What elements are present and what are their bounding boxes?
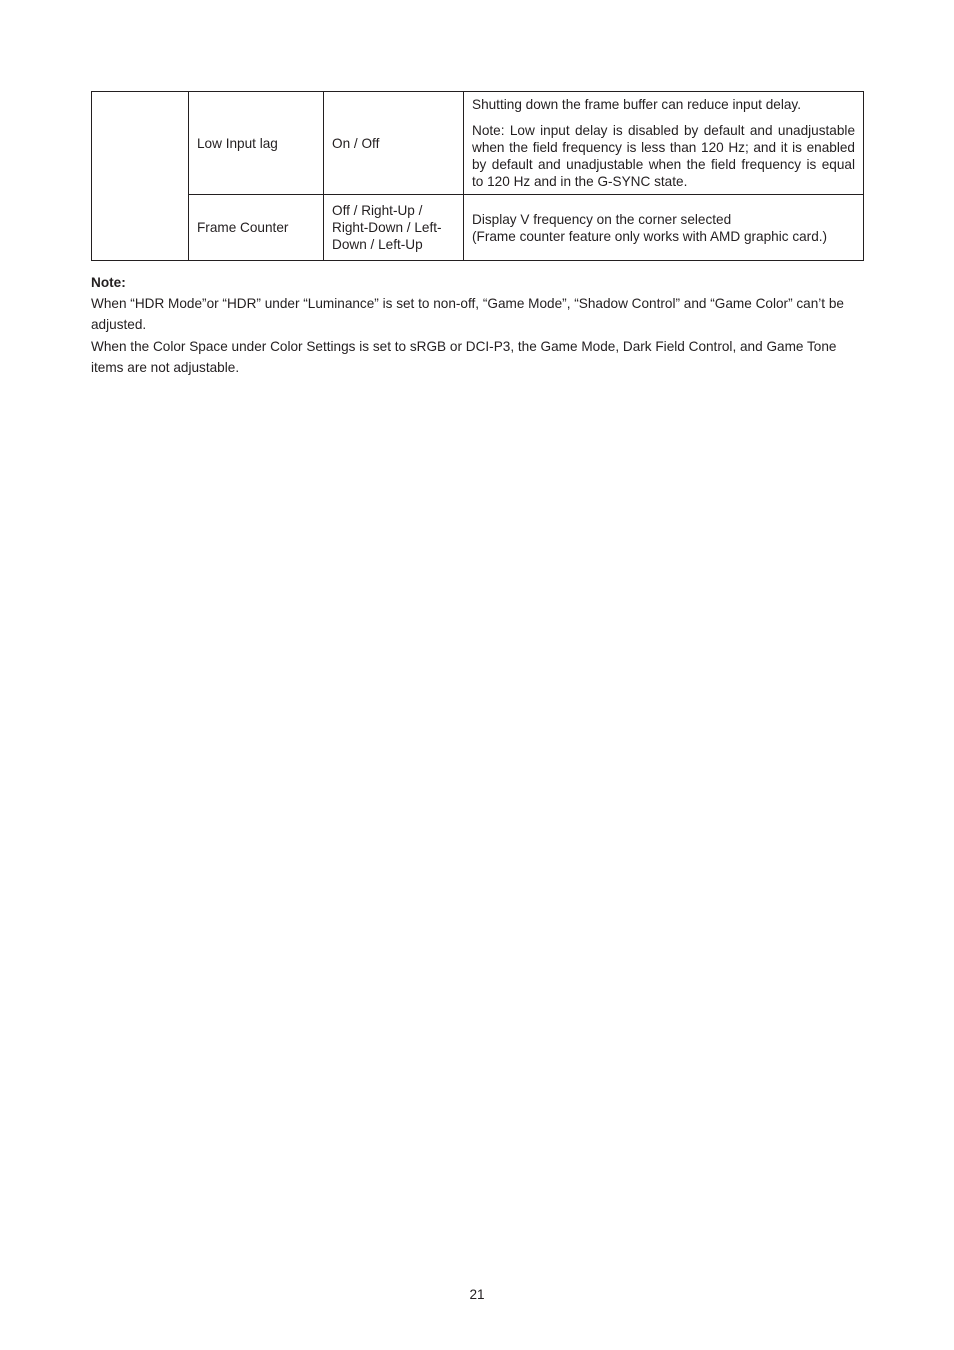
table-row <box>92 195 864 261</box>
setting-options-cell: On / Off <box>324 92 464 195</box>
setting-name-cell: Frame Counter <box>189 195 324 261</box>
description-text: Display V frequency on the corner selected <box>472 211 732 227</box>
note-title: Note: <box>91 275 126 290</box>
page-number: 21 <box>469 1287 485 1302</box>
setting-description-cell <box>464 195 864 261</box>
description-text: (Frame counter feature only works with AMD graphic card.) <box>472 228 828 244</box>
description-text: Shutting down the frame buffer can reduce input delay. <box>472 97 801 112</box>
setting-description-cell <box>464 92 864 195</box>
description-note: Note: Low input delay is disabled by default and unadjustable when the field frequency is less than 120 Hz; and it is enabled by default and unadjustable when the field frequency is equal to 120 Hz and in the G-SYNC state. <box>472 123 855 189</box>
note-section <box>91 272 863 378</box>
category-cell <box>92 92 189 261</box>
setting-name-cell: Low Input lag <box>189 92 324 195</box>
settings-table <box>91 91 864 261</box>
table-row <box>92 92 864 195</box>
note-paragraph: When “HDR Mode”or “HDR” under “Luminance” is set to non-off, “Game Mode”, “Shadow Control” and “Game Color” can’t be adjusted. <box>91 296 844 332</box>
note-paragraph: When the Color Space under Color Settings is set to sRGB or DCI-P3, the Game Mode, Dark Field Control, and Game Tone items are not adjustable. <box>91 339 837 375</box>
setting-options-cell: Off / Right-Up / Right-Down / Left-Down / Left-Up <box>324 195 464 261</box>
